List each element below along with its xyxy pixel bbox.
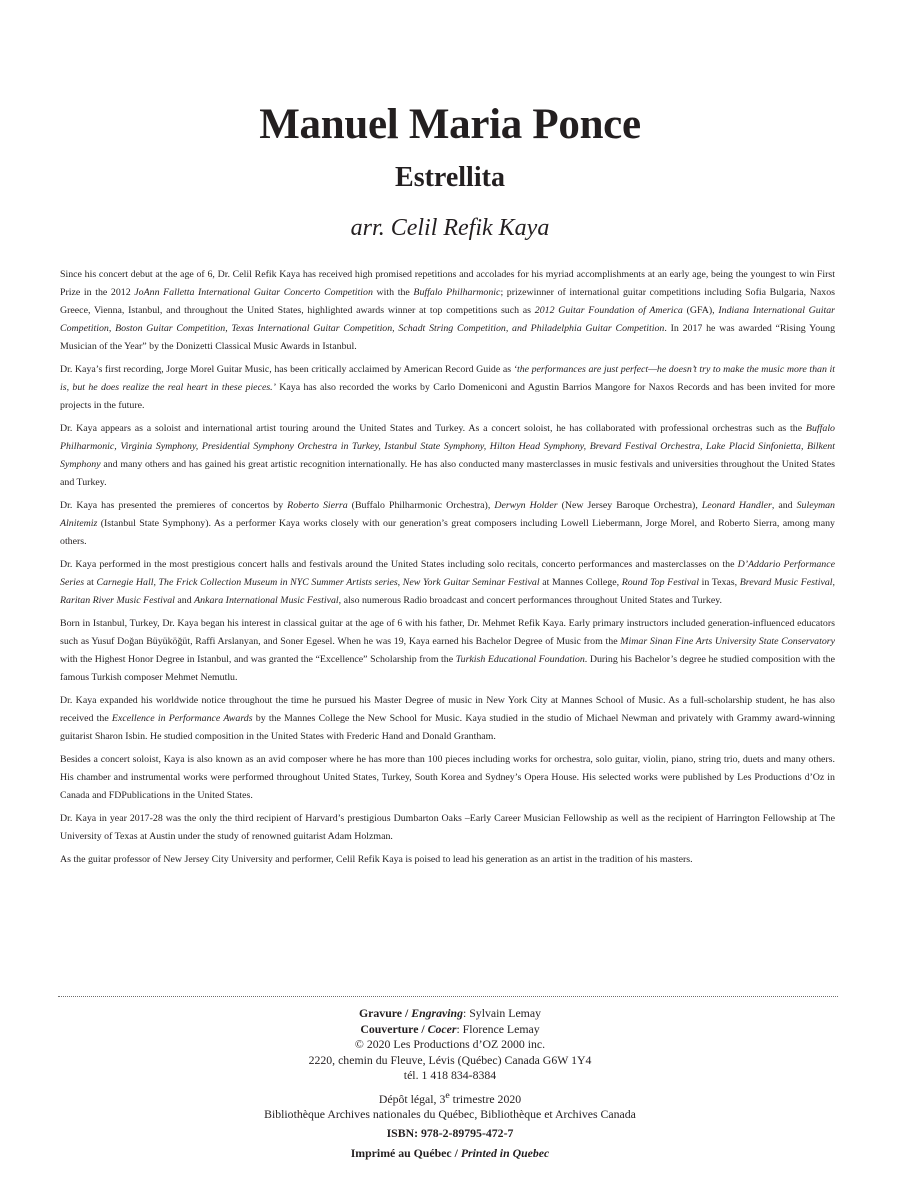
bio-text: and [174,595,195,606]
bio-text: Besides a concert soloist, Kaya is also known as an avid composer where he has more than 100 pieces including works for orchestra, solo guitar, violin, piano, string trio, duets and many others. His chamber and instrumental works were performed throughout United States, Turkey, South Korea and Sydney’s Opera House. His selected works were published by Les Productions d’Oz in Canada and FDPublications in the United States. [60,754,835,801]
engraving-label-fr: Gravure / [359,1006,412,1020]
bio-text: . In 2017 he was awarded “Rising Young Musician of the Year” by the Donizetti Classical Music Awards in Istanbul. [60,323,836,352]
bio-italic-text: Indiana International Guitar Competition [60,305,836,334]
bio-paragraph [60,810,835,846]
legal-deposit-line [0,1088,900,1107]
bio-text: Dr. Kaya expanded his worldwide notice throughout the time he pursued his Master Degree of music in New York City at Mannes School of Music. As a full-scholarship student, he has also received the [60,695,835,724]
publication-credits [0,1006,900,1161]
engraving-name: : Sylvain Lemay [463,1006,541,1020]
bio-italic-text: Boston Guitar Competition [115,323,226,334]
bio-paragraph [60,266,835,356]
bio-text: , [397,577,403,588]
bio-text: Dr. Kaya in year 2017-28 was the only the third recipient of Harvard’s prestigious Dumbarton Oaks –Early Career Musician Fellowship as well as the recipient of Harrington Fellowship at The University of Texas at Austin under the study of renowned guitarist Adam Holzman. [60,813,835,842]
copyright-line: © 2020 Les Productions d’OZ 2000 inc. [354,1037,546,1051]
bio-text: (GFA), [682,305,719,316]
bio-text: Dr. Kaya’s first recording, Jorge Morel Guitar Music, has been critically acclaimed by American Record Guide as [60,364,514,375]
bio-text: . During his Bachelor’s degree he studied composition with the famous Turkish composer Mehmet Nemutlu. [60,654,835,683]
bio-italic-text: D’Addario Performance Series [60,559,836,588]
libraries-line: Bibliothèque Archives nationales du Québec, Bibliothèque et Archives Canada [264,1106,636,1121]
arranger-credit: arr. Celil Refik Kaya [350,215,550,241]
legal-deposit-sup: e [445,1089,450,1101]
bio-paragraph [60,615,835,687]
piece-title: Estrellita [395,162,505,193]
bio-text: in Texas, [698,577,740,588]
bio-text: Dr. Kaya appears as a soloist and international artist touring around the United States and Turkey. As a concert soloist, he has collaborated with professional orchestras such as the [60,423,806,434]
bio-italic-text: Derwyn Holder [494,500,558,511]
bio-text: Dr. Kaya has presented the premieres of concertos by [60,500,288,511]
bio-italic-text: Excellence in Performance Awards [111,713,253,724]
bio-italic-text: JoAnn Falletta International Guitar Concerto Competition [134,287,373,298]
bio-italic-text: New York Guitar Seminar Festival [402,577,540,588]
bio-italic-text: Raritan River Music Festival [60,595,175,606]
bio-italic-text: Leonard Handler [701,500,772,511]
bio-text: at [84,577,97,588]
bio-text: (Buffalo Philharmonic Orchestra), [347,500,495,511]
bio-text: As the guitar professor of New Jersey City University and performer, Celil Refik Kaya is poised to lead his generation as an artist in the tradition of his masters. [60,854,693,865]
bio-paragraph [60,851,835,869]
bio-paragraph [60,420,835,492]
cover-label-en: Cocer [427,1021,457,1036]
printed-in-line [0,1146,900,1162]
bio-text: Dr. Kaya performed in the most prestigious concert halls and festivals around the United States including solo recitals, concerto performances and masterclasses on the [60,559,738,570]
bio-italic-text: Texas International Guitar Competition, Schadt String Competition, and Philadelphia Guitar Competition [231,323,665,334]
bio-text: and many others and has gained his great artistic recognition internationally. He has also conducted many masterclasses in music festivals and universities throughout the United States and Turkey. [60,459,835,488]
bio-text: (New Jersey Baroque Orchestra), [557,500,702,511]
bio-text: , and [771,500,797,511]
bio-italic-text: ‘the performances are just perfect—he doesn’t try to make the music more than it is, but he does realize the real heart in these pieces.’ [60,364,835,393]
bio-text: with the Highest Honor Degree in Istanbul, and was granted the “Excellence” Scholarship from the [60,654,456,665]
bio-text: , [108,323,116,334]
bio-paragraph [60,556,835,610]
bio-text: Since his concert debut at the age of 6, Dr. Celil Refik Kaya has received high promised repetitions and accolades for his myriad accomplishments at an early age, being the youngest to win First Prize in the 2012 [60,269,835,298]
bio-text: Born in Istanbul, Turkey, Dr. Kaya began his interest in classical guitar at the age of 6 with his father, Dr. Mehmet Refik Kaya. Early primary instructors included generation-influenced educators such as Yusuf Doğan Büyüköğüt, Raffi Arslanyan, and Soner Egesel. When he was 19, Kaya earned his Bachelor Degree of Music from the [60,618,835,647]
composer-title: Manuel Maria Ponce [259,101,641,148]
bio-paragraph [60,692,835,746]
phone-line: tél. 1 418 834-8384 [403,1068,497,1082]
bio-text: with the [372,287,414,298]
cover-credit [0,1022,900,1038]
cover-label-fr: Couverture / [360,1021,428,1036]
bio-italic-text: Ankara International Music Festival [194,595,339,606]
bio-italic-text: Buffalo Philharmonic [413,287,501,298]
bio-italic-text: Brevard Music Festival [739,577,833,588]
bio-italic-text: 2012 Guitar Foundation of America [534,305,683,316]
legal-deposit-post: trimestre 2020 [449,1091,522,1106]
divider-line [58,996,838,997]
bio-italic-text: The Frick Collection Museum in NYC Summer Artists series [158,577,398,588]
bio-text: , [153,577,159,588]
bio-text: , [832,577,835,588]
engraving-label-en: Engraving [411,1006,464,1020]
bio-text: , also numerous Radio broadcast and concert performances throughout United States and Turkey. [338,595,722,606]
legal-deposit-pre: Dépôt légal, 3 [378,1091,446,1106]
cover-name: : Florence Lemay [456,1021,540,1036]
bio-italic-text: Roberto Sierra [287,500,348,511]
address-line: 2220, chemin du Fleuve, Lévis (Québec) Canada G6W 1Y4 [308,1052,592,1067]
bio-paragraph [60,751,835,805]
bio-text: at Mannes College, [539,577,622,588]
bio-paragraph [60,497,835,551]
bio-italic-text: Mimar Sinan Fine Arts University State Conservatory [620,636,835,647]
bio-italic-text: Carnegie Hall [96,577,154,588]
bio-italic-text: Turkish Educational Foundation [455,654,585,665]
biography [60,266,835,874]
bio-text: Kaya has also recorded the works by Carlo Domeniconi and Agustin Barrios Mangore for Naxos Records and has been invited for more projects in the future. [60,382,835,411]
bio-text: by the Mannes College the New School for Music. Kaya studied in the studio of Michael Newman and privately with Grammy award-winning guitarist Sharon Isbin. He studied composition in the United States with Frederic Hand and Donald Grantham. [60,713,835,742]
bio-text: ; prizewinner of international guitar competitions including Sofia Bulgaria, Naxos Greece, Vienna, Istanbul, and throughout the United States, highlighted awards winner at top competitions such as [60,287,835,316]
bio-italic-text: Buffalo Philharmonic, Virginia Symphony, Presidential Symphony Orchestra in Turkey, Istanbul State Symphony, Hilton Head Symphony, Brevard Festival Orchestra, Lake Placid Sinfonietta, Bilkent Symphony [60,423,835,470]
bio-text: (Istanbul State Symphony). As a performer Kaya works closely with our generation’s great composers including Lowell Liebermann, Jorge Morel, and Roberto Sierra, among many others. [60,518,835,547]
printed-label-fr: Imprimé au Québec / [350,1145,461,1160]
bio-paragraph [60,361,835,415]
bio-text: , [225,323,232,334]
bio-italic-text: Suleyman Alnitemiz [60,500,835,529]
isbn-line: ISBN: 978-2-89795-472-7 [386,1126,514,1141]
bio-italic-text: Round Top Festival [621,577,699,588]
engraving-credit [0,1006,900,1022]
printed-label-en: Printed in Quebec [460,1145,550,1160]
